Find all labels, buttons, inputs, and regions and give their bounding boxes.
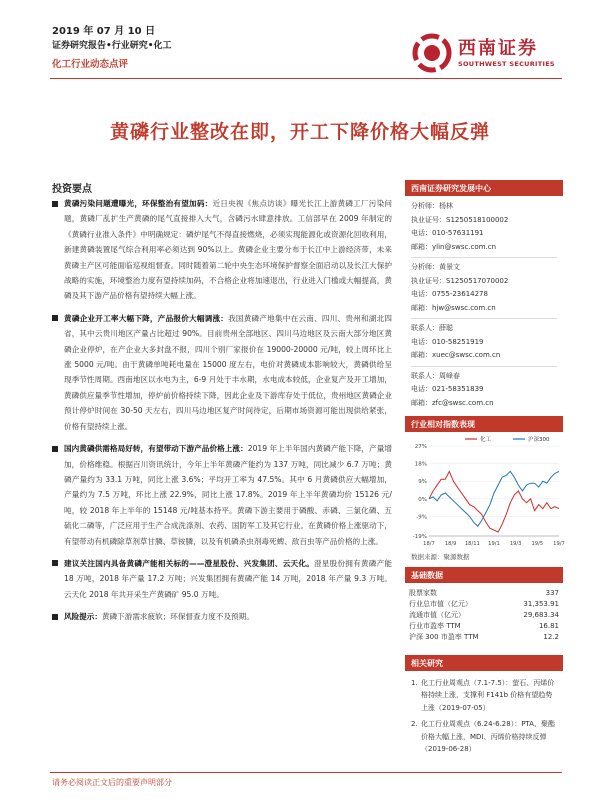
chart-x-tick-label: 19/5 [531, 541, 544, 547]
related-text: 化工行业周观点（6.24-6.28）：PTA、聚酯价格大幅上涨，MDI、丙烯价格持续反弹（2019-06-28） [421, 720, 555, 754]
point-lead: 黄磷企业开工率大幅下降，产品报价大幅调涨： [64, 313, 229, 323]
point-body: 我国黄磷产地集中在云南、四川、贵州和湖北四省，其中云贵川地区产量占比超过 90%。目前贵州全部地区、四川马边地区及云南大部分地区黄磷企业停炉，在产企业大多封盘不报，四川个别厂家报价在 19000-20000 元/吨，较上周环比上涨 5000 元/吨。由于黄磷单吨耗电量在 15000 度左右，电价对黄磷成本影响较大，黄磷供给呈现季节性周期。西南地区以水电为主，6-9 月处于丰水期，水电成本较低，企业复产及开工增加，黄磷供应量季节性增加，停炉前价格持续下降，因此企业及下游库存处于低位，贵州地区黄磷企业预计停炉时间在 30-50 天左右，四川马边地区复产时间待定，后期市场资源可能出现供给紧张，价格有望持续上涨。 [64, 313, 392, 431]
row-label: 流通市值（亿元） [409, 610, 465, 619]
chart-legend-label: 沪深300 [528, 437, 550, 443]
chart-x-tick-label: 19/7 [553, 541, 565, 547]
contact-line: 联系人：周峰春 [411, 371, 460, 380]
basic-data-box [405, 567, 563, 643]
chart-source: 数据来源：聚源数据 [411, 553, 470, 561]
investment-points [52, 196, 392, 632]
analyst-block [411, 200, 557, 254]
analyst-block [411, 261, 557, 315]
related-research-list [405, 671, 563, 756]
divider [411, 257, 557, 258]
contact-block [411, 370, 557, 411]
investment-points-heading: 投资要点 [52, 184, 92, 195]
analyst-email[interactable]: 邮箱：hjw@swsc.com.cn [411, 303, 496, 312]
row-value: 29,683.34 [523, 610, 559, 619]
related-research-box [405, 655, 563, 756]
divider [411, 318, 557, 319]
point-paragraph [52, 196, 392, 304]
chart-y-tick-label: -19% [412, 534, 427, 540]
point-lead: 风险提示： [64, 612, 102, 622]
analyst-line: 分析师：杨林 [411, 202, 453, 210]
table-row [405, 598, 563, 609]
header-divider [50, 78, 562, 79]
logo-name-cn: 西南证券 [458, 37, 538, 59]
chart-y-tick-label: 18% [414, 461, 427, 468]
relative-index-chart-box [405, 416, 563, 563]
point-body: 黄磷下游需求疲软；环保督查力度不及预期。 [101, 612, 254, 622]
row-value: 16.81 [538, 622, 559, 631]
contact-line: 联系人：薛聪 [411, 324, 453, 332]
row-value: 337 [545, 588, 559, 597]
chart-y-tick-label: 0% [418, 496, 427, 503]
row-label: 沪深 300 市盈率 TTM [409, 633, 479, 642]
table-row [405, 609, 563, 620]
chart-series-line [429, 471, 559, 532]
point-lead: 黄磷污染问题遭曝光，环保整治有望加码： [64, 199, 213, 208]
point-paragraph [52, 311, 392, 434]
contact-block [411, 322, 557, 363]
related-research-link[interactable] [411, 677, 559, 715]
related-text: 化工行业周观点（7.1-7.5）：萤石、丙烯价格持续上涨，支撑利 F141b 价格有望趋势上涨（2019-07-05） [421, 678, 555, 712]
basic-data-heading: 基础数据 [405, 567, 563, 583]
related-research-heading: 相关研究 [405, 655, 563, 671]
chart-x-tick-label: 19/3 [509, 541, 522, 547]
report-type: 证券研究报告•行业研究•化工 [52, 41, 172, 51]
bullet-square-icon [52, 446, 58, 452]
analyst-line: 电话：010-57631191 [411, 229, 484, 237]
point-paragraph [52, 609, 392, 624]
related-research-link[interactable] [411, 718, 559, 756]
relative-index-chart [405, 432, 563, 550]
chart-x-tick-label: 18/7 [423, 541, 435, 547]
report-date: 2019 年 07 月 10 日 [52, 26, 156, 37]
related-number: 1. [411, 678, 418, 687]
report-subtitle: 化工行业动态点评 [52, 59, 129, 70]
table-row [405, 632, 563, 643]
analyst-line: 分析师：黄景文 [411, 263, 460, 271]
footer-divider [50, 772, 562, 773]
point-paragraph [52, 441, 392, 549]
analyst-list [405, 196, 563, 410]
row-label: 行业市盈率 TTM [409, 622, 461, 631]
bullet-square-icon [52, 315, 58, 321]
company-logo [412, 30, 567, 75]
analyst-email[interactable]: 邮箱：ylin@swsc.com.cn [411, 242, 497, 251]
logo-emblem-icon [412, 33, 452, 73]
chart-x-tick-label: 19/1 [488, 541, 500, 547]
table-row [405, 587, 563, 598]
chart-x-tick-label: 18/9 [444, 541, 457, 547]
bullet-square-icon [52, 201, 58, 207]
bullet-square-icon [52, 614, 58, 620]
point-paragraph [52, 556, 392, 602]
contact-line: 电话：021-58351839 [411, 385, 484, 393]
analyst-line: 电话：0755-23614278 [411, 290, 488, 298]
chart-x-tick-label: 18/11 [464, 541, 480, 547]
contact-email[interactable]: 邮箱：xuec@swsc.com.cn [411, 351, 501, 359]
logo-name-en: SOUTHWEST SECURITIES [458, 59, 555, 68]
row-label: 行业总市值（亿元） [409, 599, 472, 608]
chart-y-tick-label: 9% [418, 479, 427, 486]
chart-legend-label: 化工 [480, 437, 492, 443]
table-row [405, 621, 563, 632]
divider [411, 366, 557, 367]
sidebar [405, 180, 563, 760]
point-lead: 国内黄磷供需格局好转，有望带动下游产品价格上涨： [64, 444, 248, 454]
analyst-line: 执业证号：S1250517070002 [411, 276, 509, 285]
related-number: 2. [411, 720, 418, 729]
contact-line: 电话：010-58251919 [411, 337, 484, 346]
analyst-line: 执业证号：S1250518100002 [411, 215, 509, 224]
point-lead: 建议关注国内具备黄磷产能相关标的——澄星股份、兴发集团、云天化。 [64, 558, 315, 568]
point-body: 近日央视《焦点访谈》曝光长江上游黄磷工厂污染问题，黄磷厂乱扩生产黄磷的尾气直接排入大气，含磷污水肆意排放。工信部早在 2009 年制定的《黄磷行业准入条件》中明确规定：磷炉尾气不得直接燃烧，必须实现能源化或资源化回收利用，新建黄磷装置尾气综合利用率必须达到 90%以上。黄磷企业主要分布于长江中上游经济带，未来黄磷主产区可能面临巡视组督查。同时随着第二轮中央生态环境保护督察全面启动以及长江大保护战略的实施，环境整治力度有望持续加码，不合格企业将加速退出，行业进入门槛或大幅提高，黄磷及其下游产品价格有望持续大幅上涨。 [64, 199, 393, 301]
research-center-heading: 西南证券研究发展中心 [405, 180, 563, 196]
contact-email[interactable]: 邮箱：zfc@swsc.com.cn [411, 398, 494, 407]
chart-y-tick-label: -9% [416, 514, 427, 521]
chart-y-tick-label: 27% [414, 444, 427, 450]
point-body: 2019 年上半年国内黄磷产能下降，产量增加，价格维稳。根据百川资讯统计，今年上半年黄磷产能约为 137 万吨，同比减少 6.7 万吨；黄磷产量约为 33.1 万吨，同比上涨 3.6%；平均开工率为 47.5%。其中 6 月黄磷供应大幅增加，产量约为 7.5 万吨，环比上涨 22.9%，同比上涨 17.8%。2019 年上半年黄磷均价 15126 元/吨，较 2018 年上半年的 15148 元/吨基本持平。黄磷下游主要用于磷酸、赤磷、三氯化磷、五硫化二磷等，广泛应用于生产合成洗涤剂、农药、国防军工及其它行业。在黄磷价格上涨驱动下，有望带动有机磷除草剂草甘膦、草铵膦，以及有机磷杀虫剂毒死蜱、敌百虫等产品价格的上涨。 [64, 444, 392, 546]
basic-data-table [405, 587, 563, 643]
row-value: 31,353.91 [523, 599, 559, 608]
bullet-square-icon [52, 560, 58, 566]
chart-heading: 行业相对指数表现 [405, 416, 563, 432]
row-label: 股票家数 [409, 588, 437, 597]
page-title: 黄磷行业整改在即，开工下降价格大幅反弹 [109, 121, 490, 143]
footer-disclaimer: 请务必阅读正文后的重要声明部分 [52, 778, 172, 787]
point-body: 澄星股份拥有黄磷产能 18 万吨，2018 年产量 17.2 万吨；兴发集团拥有黄磷产能 14 万吨，2018 年产量 9.3 万吨。云天化 2018 年共开采生产黄磷矿 95.0 万吨。 [64, 558, 393, 599]
row-value: 12.2 [543, 633, 559, 642]
